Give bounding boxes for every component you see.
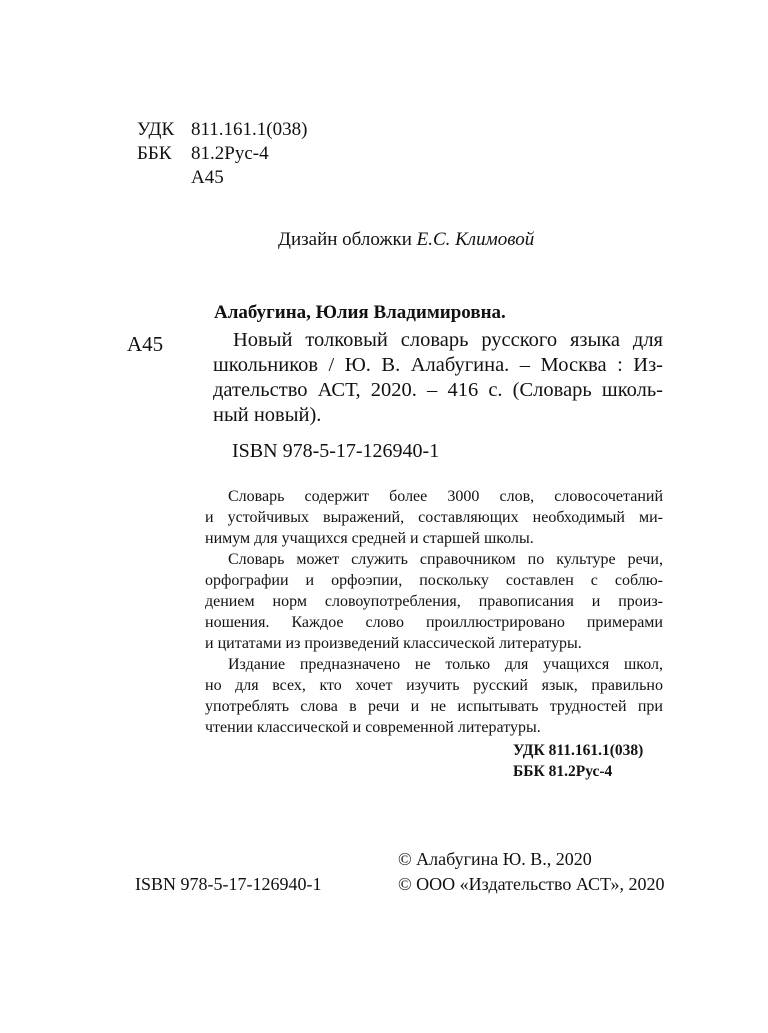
annotation-bbk: ББК 81.2Рус-4: [513, 763, 613, 780]
bib-line-2: школьников / Ю. В. Алабугина. – Москва : Из-: [213, 354, 663, 376]
catalog-author-mark: А45: [127, 332, 164, 356]
annotation: [205, 486, 663, 738]
annotation-line-7: ношения. Каждое слово проиллюстрировано примерами: [205, 614, 663, 631]
bibliographic-description: [213, 328, 663, 428]
annotation-line-3: нимум для учащихся средней и старшей школы.: [205, 530, 534, 547]
udk-label: УДК: [137, 119, 175, 140]
cover-designer-name: Е.С. Климовой: [416, 229, 535, 250]
annotation-line-2: и устойчивых выражений, составляющих необходимый ми-: [205, 509, 663, 526]
cover-design-credit: [278, 229, 534, 251]
bib-line-3: дательство АСТ, 2020. – 416 с. (Словарь школь-: [213, 379, 663, 401]
annotation-line-4: Словарь может служить справочником по культуре речи,: [228, 551, 663, 568]
classification-block: [137, 118, 307, 190]
udk-value: 811.161.1(038): [191, 119, 308, 140]
bbk-value: 81.2Рус-4: [191, 143, 269, 164]
footer-isbn: ISBN 978-5-17-126940-1: [135, 874, 322, 894]
catalog-isbn: ISBN 978-5-17-126940-1: [232, 440, 440, 462]
annotation-udk: УДК 811.161.1(038): [513, 742, 644, 759]
copyright-author: © Алабугина Ю. В., 2020: [398, 849, 592, 869]
annotation-line-12: чтении классической и современной литературы.: [205, 719, 541, 736]
annotation-line-11: употреблять слова в речи и не испытывать трудностей при: [205, 698, 663, 715]
copyright-publisher: © ООО «Издательство АСТ», 2020: [398, 874, 665, 894]
author-heading: Алабугина, Юлия Владимировна.: [214, 302, 506, 323]
annotation-line-8: и цитатами из произведений классической литературы.: [205, 635, 582, 652]
author-mark-row: [137, 166, 307, 190]
annotation-line-1: Словарь содержит более 3000 слов, словосочетаний: [228, 488, 663, 505]
udk-row: [137, 118, 307, 142]
annotation-line-10: но для всех, кто хочет изучить русский язык, правильно: [205, 677, 663, 694]
annotation-line-9: Издание предназначено не только для учащихся школ,: [228, 656, 663, 673]
bbk-label: ББК: [137, 143, 172, 164]
bib-line-4: ный новый).: [213, 404, 322, 426]
annotation-line-6: дением норм словоупотребления, правописания и произ-: [205, 593, 663, 610]
annotation-line-5: орфографии и орфоэпии, поскольку составлен с соблю-: [205, 572, 663, 589]
annotation-codes: [513, 740, 643, 782]
classification-author-mark: А45: [191, 167, 224, 188]
bib-line-1: Новый толковый словарь русского языка для: [233, 329, 663, 351]
bbk-row: [137, 142, 307, 166]
cover-design-label: Дизайн обложки: [278, 229, 412, 250]
